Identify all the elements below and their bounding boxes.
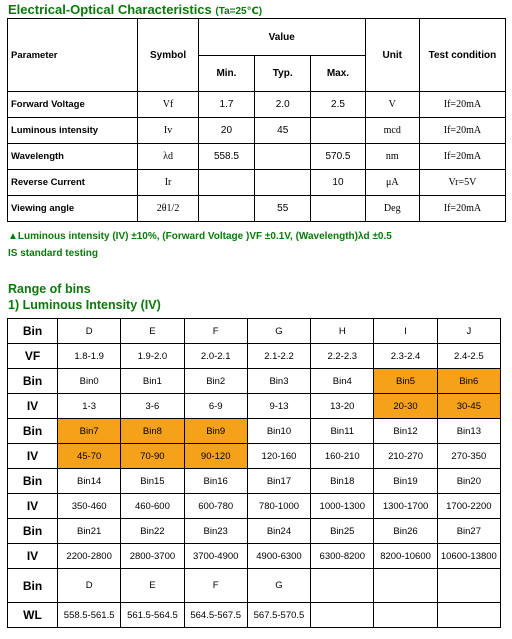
- section-title: [8, 2, 262, 17]
- header-max: Max.: [311, 56, 365, 92]
- spec-test-cell: If=20mA: [419, 92, 505, 118]
- spec-parameter-cell: Forward Voltage: [8, 92, 138, 118]
- bins-cell: Bin8: [121, 419, 184, 444]
- bins-cell: Bin26: [374, 519, 437, 544]
- spec-typ-cell: [255, 170, 311, 196]
- spec-row: [8, 144, 506, 170]
- bins-row: [8, 444, 501, 469]
- bins-row: [8, 544, 501, 569]
- bins-cell: 4900-6300: [247, 544, 310, 569]
- bins-row: [8, 344, 501, 369]
- bins-cell: Bin7: [58, 419, 121, 444]
- standard-note: IS standard testing: [8, 248, 99, 259]
- spec-test-cell: If=20mA: [419, 144, 505, 170]
- spec-typ-cell: [255, 144, 311, 170]
- bins-cell: Bin20: [437, 469, 500, 494]
- characteristics-body: [8, 92, 506, 222]
- bins-cell: D: [58, 569, 121, 603]
- bins-cell: Bin16: [184, 469, 247, 494]
- bins-cell: 2.2-2.3: [311, 344, 374, 369]
- bins-row-label: Bin: [8, 569, 58, 603]
- spec-test-cell: If=20mA: [419, 196, 505, 222]
- bins-cell: Bin15: [121, 469, 184, 494]
- bins-cell: G: [247, 569, 310, 603]
- spec-min-cell: 1.7: [198, 92, 254, 118]
- bins-cell: 2.1-2.2: [247, 344, 310, 369]
- bins-cell: 2.0-2.1: [184, 344, 247, 369]
- bins-row: [8, 394, 501, 419]
- bins-cell: 3700-4900: [184, 544, 247, 569]
- bins-cell: Bin13: [437, 419, 500, 444]
- spec-min-cell: [198, 170, 254, 196]
- bins-cell: 1.8-1.9: [58, 344, 121, 369]
- bins-cell: J: [437, 319, 500, 344]
- bins-cell: 2.4-2.5: [437, 344, 500, 369]
- spec-row: [8, 118, 506, 144]
- bins-cell: F: [184, 569, 247, 603]
- bins-cell: Bin3: [247, 369, 310, 394]
- bins-cell: Bin19: [374, 469, 437, 494]
- bins-cell: 6-9: [184, 394, 247, 419]
- header-min: Min.: [198, 56, 254, 92]
- bins-row: [8, 494, 501, 519]
- bins-cell: 600-780: [184, 494, 247, 519]
- bins-cell: 9-13: [247, 394, 310, 419]
- bins-cell: 460-600: [121, 494, 184, 519]
- header-unit: Unit: [365, 19, 419, 92]
- spec-test-cell: If=20mA: [419, 118, 505, 144]
- spec-typ-cell: 2.0: [255, 92, 311, 118]
- spec-unit-cell: V: [365, 92, 419, 118]
- bins-cell: 120-160: [247, 444, 310, 469]
- bins-cell: 210-270: [374, 444, 437, 469]
- spec-max-cell: 10: [311, 170, 365, 196]
- bins-cell: Bin0: [58, 369, 121, 394]
- test-temperature-condition: (Ta=25℃): [215, 6, 263, 17]
- bins-cell: Bin9: [184, 419, 247, 444]
- bins-cell: [374, 603, 437, 628]
- bins-row-label: WL: [8, 603, 58, 628]
- spec-min-cell: 20: [198, 118, 254, 144]
- bins-cell: 8200-10600: [374, 544, 437, 569]
- bins-cell: 558.5-561.5: [58, 603, 121, 628]
- spec-symbol-cell: Vf: [138, 92, 198, 118]
- spec-max-cell: 570.5: [311, 144, 365, 170]
- bins-row-label: IV: [8, 444, 58, 469]
- spec-row: [8, 92, 506, 118]
- bins-cell: 6300-8200: [311, 544, 374, 569]
- bins-cell: 1000-1300: [311, 494, 374, 519]
- bins-row-label: Bin: [8, 469, 58, 494]
- bins-row: [8, 603, 501, 628]
- spec-symbol-cell: λd: [138, 144, 198, 170]
- bins-cell: Bin21: [58, 519, 121, 544]
- spec-parameter-cell: Reverse Current: [8, 170, 138, 196]
- spec-max-cell: [311, 196, 365, 222]
- bins-row: [8, 469, 501, 494]
- bins-cell: 780-1000: [247, 494, 310, 519]
- bins-cell: Bin5: [374, 369, 437, 394]
- bins-cell: 1700-2200: [437, 494, 500, 519]
- spec-unit-cell: nm: [365, 144, 419, 170]
- bins-cell: Bin2: [184, 369, 247, 394]
- bins-cell: [437, 603, 500, 628]
- bins-cell: 1.9-2.0: [121, 344, 184, 369]
- bins-row-label: IV: [8, 394, 58, 419]
- bins-cell: 70-90: [121, 444, 184, 469]
- spec-min-cell: 558.5: [198, 144, 254, 170]
- header-symbol: Symbol: [138, 19, 198, 92]
- tolerance-note: ▲Luminous intensity (IV) ±10%, (Forward Voltage )VF ±0.1V, (Wavelength)λd ±0.5: [8, 231, 392, 242]
- bins-row-label: Bin: [8, 319, 58, 344]
- spec-symbol-cell: 2θ1/2: [138, 196, 198, 222]
- spec-max-cell: 2.5: [311, 92, 365, 118]
- spec-parameter-cell: Luminous intensity: [8, 118, 138, 144]
- bins-cell: 350-460: [58, 494, 121, 519]
- bins-cell: I: [374, 319, 437, 344]
- bins-cell: [374, 569, 437, 603]
- bins-cell: 561.5-564.5: [121, 603, 184, 628]
- bins-row-label: VF: [8, 344, 58, 369]
- spec-min-cell: [198, 196, 254, 222]
- bins-cell: 20-30: [374, 394, 437, 419]
- bins-cell: 2.3-2.4: [374, 344, 437, 369]
- bins-row: [8, 419, 501, 444]
- bins-cell: 13-20: [311, 394, 374, 419]
- spec-row: [8, 196, 506, 222]
- bins-cell: D: [58, 319, 121, 344]
- bins-subheading: 1) Luminous Intensity (IV): [8, 298, 161, 312]
- bins-cell: 2200-2800: [58, 544, 121, 569]
- header-parameter: Parameter: [8, 19, 138, 92]
- bins-row-label: IV: [8, 544, 58, 569]
- bins-cell: Bin14: [58, 469, 121, 494]
- bins-cell: Bin22: [121, 519, 184, 544]
- bins-cell: Bin25: [311, 519, 374, 544]
- bins-row-label: Bin: [8, 519, 58, 544]
- bins-heading: Range of bins: [8, 282, 91, 296]
- spec-unit-cell: mcd: [365, 118, 419, 144]
- spec-max-cell: [311, 118, 365, 144]
- bins-cell: 1300-1700: [374, 494, 437, 519]
- bins-cell: Bin10: [247, 419, 310, 444]
- bins-cell: E: [121, 319, 184, 344]
- spec-parameter-cell: Wavelength: [8, 144, 138, 170]
- spec-symbol-cell: Iv: [138, 118, 198, 144]
- bins-row: [8, 569, 501, 603]
- characteristics-table: [7, 18, 506, 222]
- bins-row-label: IV: [8, 494, 58, 519]
- spec-unit-cell: μA: [365, 170, 419, 196]
- bins-cell: Bin4: [311, 369, 374, 394]
- header-row: [8, 19, 506, 56]
- bins-cell: 90-120: [184, 444, 247, 469]
- spec-parameter-cell: Viewing angle: [8, 196, 138, 222]
- section-title-text: Electrical-Optical Characteristics: [8, 2, 212, 17]
- bins-cell: [437, 569, 500, 603]
- bins-cell: Bin23: [184, 519, 247, 544]
- spec-row: [8, 170, 506, 196]
- bins-cell: Bin27: [437, 519, 500, 544]
- bins-table: [7, 318, 501, 628]
- bins-cell: Bin17: [247, 469, 310, 494]
- bins-cell: F: [184, 319, 247, 344]
- bins-cell: 2800-3700: [121, 544, 184, 569]
- bins-body: [8, 319, 501, 628]
- header-typ: Typ.: [255, 56, 311, 92]
- bins-cell: Bin12: [374, 419, 437, 444]
- bins-cell: 270-350: [437, 444, 500, 469]
- spec-test-cell: Vr=5V: [419, 170, 505, 196]
- bins-row: [8, 519, 501, 544]
- bins-cell: E: [121, 569, 184, 603]
- bins-row-label: Bin: [8, 369, 58, 394]
- spec-symbol-cell: Ir: [138, 170, 198, 196]
- bins-cell: 160-210: [311, 444, 374, 469]
- bins-cell: 30-45: [437, 394, 500, 419]
- bins-cell: G: [247, 319, 310, 344]
- header-value: Value: [198, 19, 365, 56]
- spec-unit-cell: Deg: [365, 196, 419, 222]
- bins-row: [8, 319, 501, 344]
- bins-cell: 1-3: [58, 394, 121, 419]
- bins-row-label: Bin: [8, 419, 58, 444]
- bins-cell: [311, 569, 374, 603]
- bins-cell: 10600-13800: [437, 544, 500, 569]
- bins-row: [8, 369, 501, 394]
- bins-cell: Bin6: [437, 369, 500, 394]
- bins-cell: 45-70: [58, 444, 121, 469]
- bins-cell: 564.5-567.5: [184, 603, 247, 628]
- bins-cell: [311, 603, 374, 628]
- spec-typ-cell: 55: [255, 196, 311, 222]
- bins-cell: H: [311, 319, 374, 344]
- spec-typ-cell: 45: [255, 118, 311, 144]
- header-test-condition: Test condition: [419, 19, 505, 92]
- bins-cell: 3-6: [121, 394, 184, 419]
- bins-cell: Bin24: [247, 519, 310, 544]
- bins-cell: Bin1: [121, 369, 184, 394]
- bins-cell: 567.5-570.5: [247, 603, 310, 628]
- bins-cell: Bin18: [311, 469, 374, 494]
- bins-cell: Bin11: [311, 419, 374, 444]
